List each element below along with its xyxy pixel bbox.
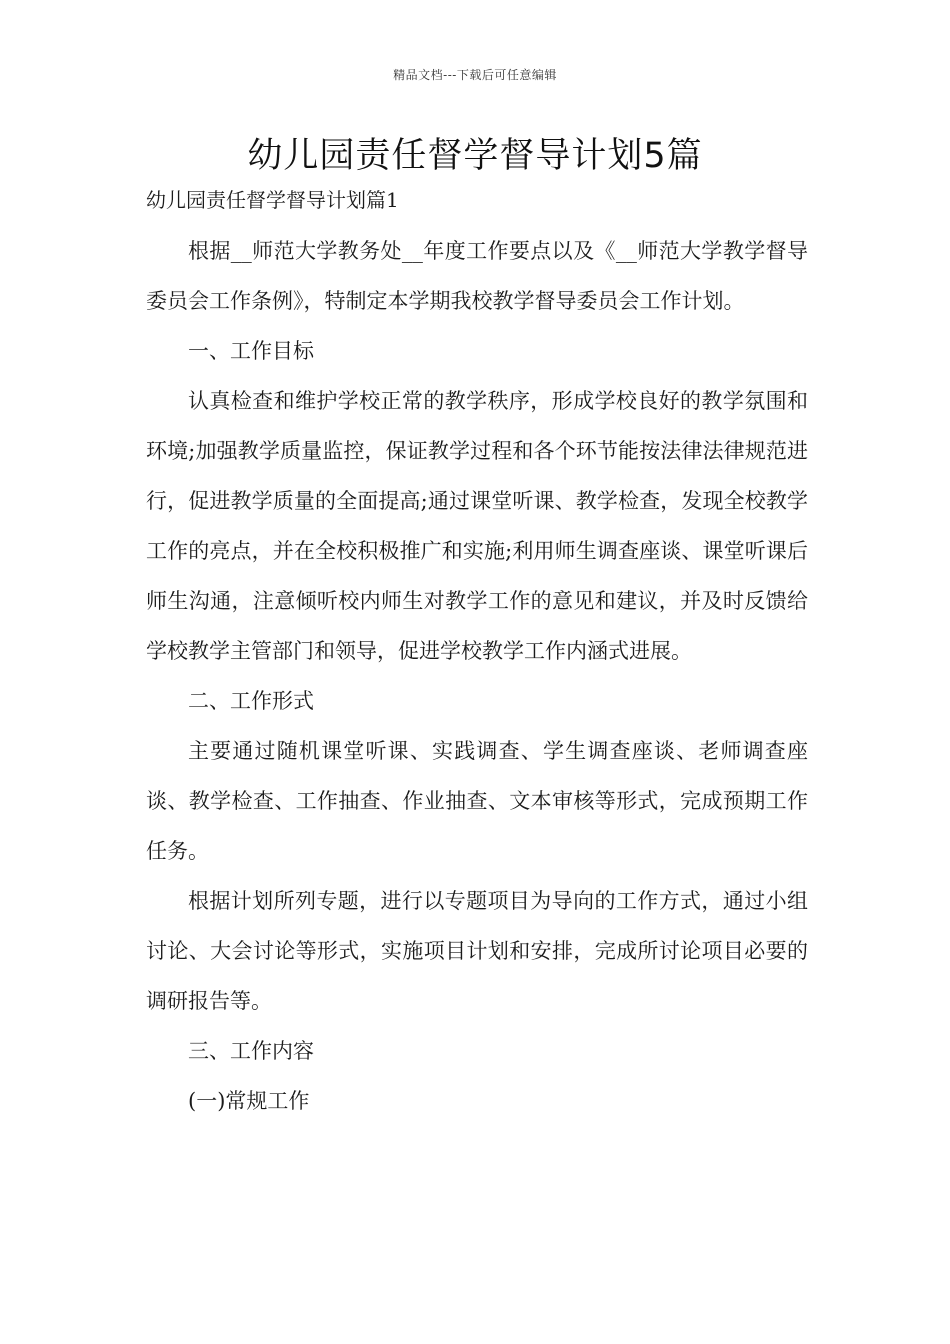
heading-content: 三、工作内容 xyxy=(188,1039,314,1063)
heading-forms: 二、工作形式 xyxy=(188,689,314,713)
paragraph-goals: 认真检查和维护学校正常的教学秩序，形成学校良好的教学氛围和环境;加强教学质量监控，保证教学过程和各个环节能按法律法律规范进行，促进教学质量的全面提高;通过课堂听课、教学检查，发现全校教学工作的亮点，并在全校积极推广和实施;利用师生调查座谈、课堂听课后师生沟通，注意倾听校内师生对教学工作的意见和建议，并及时反馈给学校教学主管部门和领导，促进学校教学工作内涵式进展。 xyxy=(146,389,808,663)
paragraph-forms-1: 主要通过随机课堂听课、实践调查、学生调查座谈、老师调查座谈、教学检查、工作抽查、作业抽查、文本审核等形式，完成预期工作任务。 xyxy=(146,739,808,863)
section-title: 幼儿园责任督学督导计划篇1 xyxy=(146,188,399,212)
document-title: 幼儿园责任督学督导计划5篇 xyxy=(247,136,703,176)
paragraph-forms-2: 根据计划所列专题，进行以专题项目为导向的工作方式，通过小组讨论、大会讨论等形式，实施项目计划和安排，完成所讨论项目必要的调研报告等。 xyxy=(146,889,808,1013)
header-note: 精品文档---下载后可任意编辑 xyxy=(393,68,557,82)
paragraph-intro: 根据__师范大学教务处__年度工作要点以及《__师范大学教学督导委员会工作条例》，特制定本学期我校教学督导委员会工作计划。 xyxy=(146,239,808,313)
document-body xyxy=(146,226,808,1126)
heading-goals: 一、工作目标 xyxy=(188,339,314,363)
subheading-routine: (一)常规工作 xyxy=(188,1089,310,1113)
